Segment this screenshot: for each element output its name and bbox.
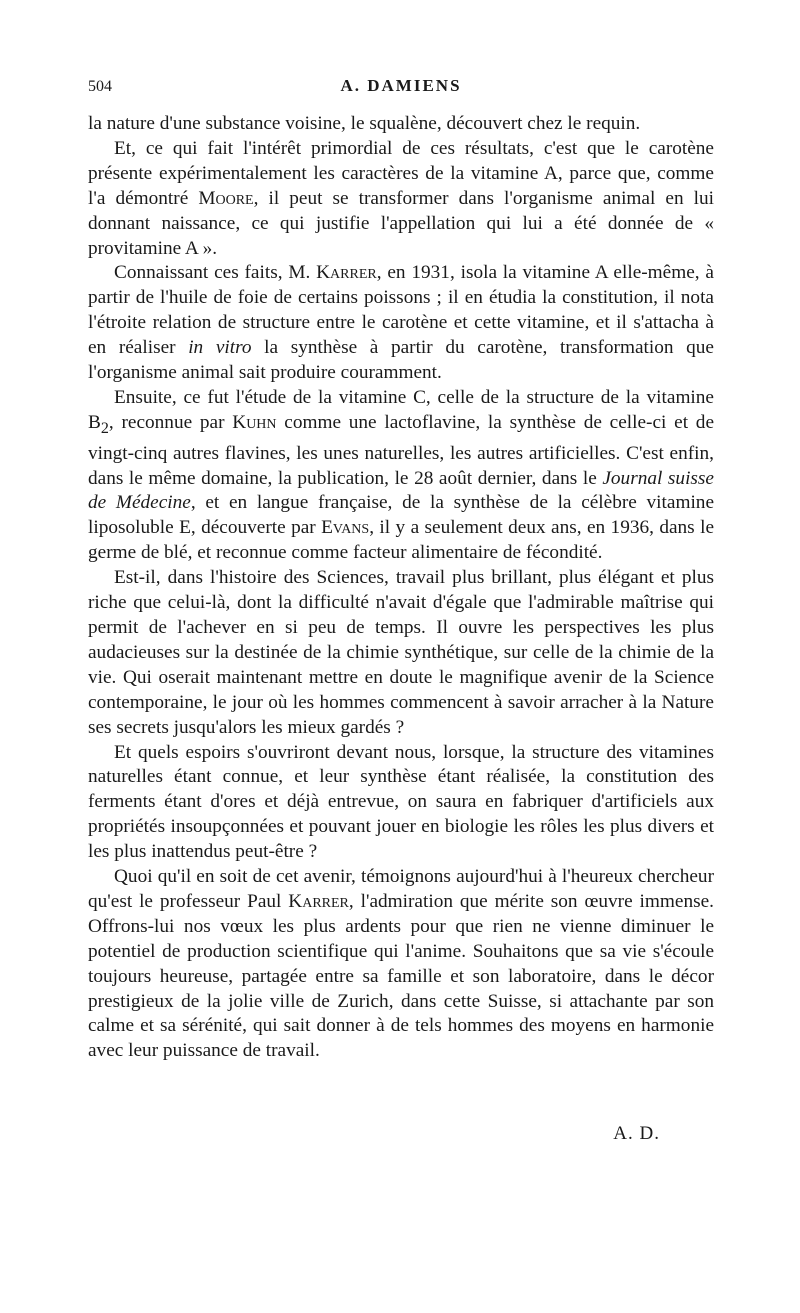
body-text <box>88 112 714 1064</box>
paragraph-7 <box>88 865 714 1064</box>
subscript: 2 <box>100 419 109 437</box>
paragraph-3 <box>88 261 714 386</box>
paragraph-4 <box>88 386 714 566</box>
author-name: Karrer <box>316 262 377 284</box>
paragraph-text: Connaissant ces faits, M. <box>114 262 317 284</box>
author-name: Karrer <box>288 890 349 912</box>
paragraph-text: Quoi qu'il en soit de cet avenir, témoignons aujourd'hui à l'heureux chercheur qu'est le professeur Paul <box>88 866 714 912</box>
paragraph-text: la synthèse à partir du carotène, transformation que l'organisme animal sait produire couramment. <box>88 337 714 384</box>
paragraph-2 <box>88 137 714 262</box>
paragraph-text: , en 1931, isola la vitamine A elle-même, à partir de l'huile de foie de certains poissons ; il en étudia la constitution, il nota l'étroite relation de structure entre le carotène et cette vitamine, et il s'attacha à en réaliser <box>88 262 714 359</box>
paragraph-text: Et, ce qui fait l'intérêt primordial de ces résultats, c'est que le carotène présente expérimentalement les caractères de la vitamine A, parce que, comme l'a démontré <box>88 137 714 209</box>
page-number: 504 <box>88 78 112 95</box>
paragraph-text: , et en langue française, de la synthèse de la célèbre vitamine liposoluble E, découverte par <box>88 492 715 539</box>
running-head: A. DAMIENS <box>340 76 462 95</box>
author-name: Kuhn <box>232 411 277 433</box>
paragraph-text: Et quels espoirs s'ouvriront devant nous, lorsque, la structure des vitamines naturelles étant connue, et leur synthèse étant réalisée, la constitution des ferments étant d'ores et déjà entrevue, on saura en fabriquer d'artificiels aux propriétés insoupçonnées et pouvant jouer en biologie les rôles les plus divers et les plus inattendus peut-être ? <box>88 741 714 863</box>
paragraph-text: Ensuite, ce fut l'étude de la vitamine C, celle de la structure de la vitamine B <box>88 386 714 433</box>
author-name: Moore <box>198 187 254 209</box>
paragraph-text: , il peut se transformer dans l'organisme animal en lui donnant naissance, ce qui justifie l'appellation qui lui a été donnée de « provitamine A ». <box>88 187 715 259</box>
paragraph-1 <box>88 112 714 137</box>
paragraph-text: comme une lactoflavine, la synthèse de celle-ci et de vingt-cinq autres flavines, les unes naturelles, les autres artificielles. C'est enfin, dans le même domaine, la publication, le 28 août dernier, dans le <box>88 411 714 489</box>
paragraph-5 <box>88 566 714 740</box>
page-header <box>88 76 714 100</box>
paragraph-text: , il y a seulement deux ans, en 1936, dans le germe de blé, et reconnue comme facteur alimentaire de fécondité. <box>88 517 714 564</box>
paragraph-text: , reconnue par <box>108 411 233 433</box>
paragraph-6 <box>88 741 714 866</box>
author-name: Evans <box>321 517 370 539</box>
signature-initials: A. D. <box>613 1123 660 1144</box>
italic-phrase: in vitro <box>188 337 252 359</box>
paragraph-text: , l'admiration que mérite son œuvre immense. Offrons-lui nos vœux les plus ardents pour que rien ne vienne diminuer le potentiel de production scientifique qui l'anime. Souhaitons que sa vie s'écoule toujours heureuse, partagée entre sa famille et son laboratoire, dans le décor prestigieux de la jolie ville de Zurich, dans cette Suisse, si attachante par son calme et sa sérénité, qui sait donner à de tels hommes des moyens en harmonie avec leur puissance de travail. <box>88 890 714 1062</box>
paragraph-text: la nature d'une substance voisine, le squalène, découvert chez le requin. <box>88 113 641 134</box>
journal-title: Journal suisse de Médecine <box>88 467 714 514</box>
paragraph-text: Est-il, dans l'histoire des Sciences, travail plus brillant, plus élégant et plus riche que celui-là, dont la difficulté n'avait d'égale que l'admirable maîtrise qui permit de l'achever en si peu de temps. Il ouvre les perspectives les plus audacieuses sur la destinée de la chimie synthétique, sur celle de la chimie de la vie. Qui oserait maintenant mettre en doute le magnifique avenir de la Science contemporaine, le jour où les hommes commencent à savoir arracher à la Nature ses secrets jusqu'alors les mieux gardés ? <box>88 567 714 738</box>
